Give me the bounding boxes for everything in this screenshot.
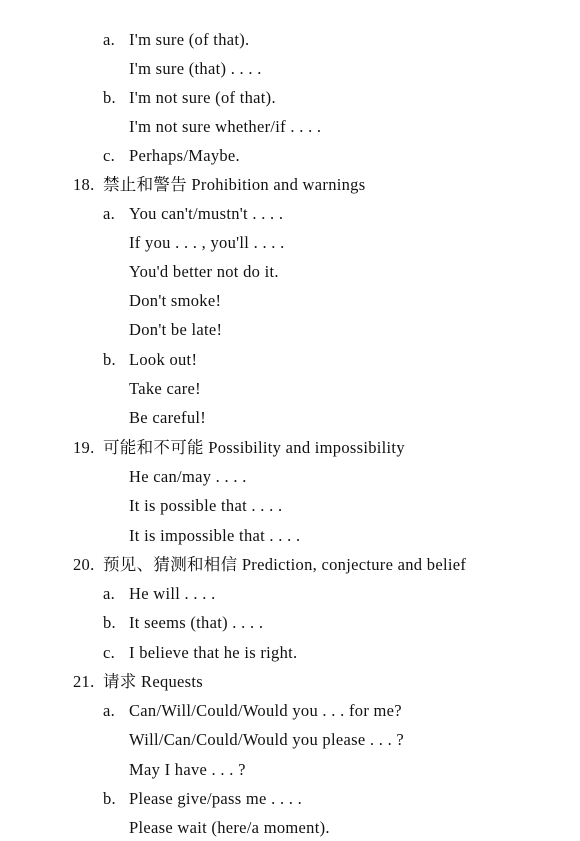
list-item	[103, 613, 263, 633]
item-text: Perhaps/Maybe.	[129, 146, 240, 165]
list-item-line: Will/Can/Could/Would you please . . . ?	[129, 730, 405, 749]
section-heading	[73, 175, 365, 195]
item-marker: a.	[103, 701, 116, 720]
item-marker: a.	[103, 584, 116, 603]
list-item-line: Don't be late!	[129, 320, 223, 339]
list-item-line: Don't smoke!	[129, 291, 222, 310]
section-number: 18.	[73, 175, 95, 194]
item-text: Please give/pass me . . . .	[129, 789, 303, 808]
list-item	[103, 146, 240, 166]
list-item	[103, 643, 297, 663]
item-marker: c.	[103, 146, 116, 165]
list-item-line: Take care!	[129, 379, 201, 398]
section-heading	[73, 555, 466, 575]
item-text: Look out!	[129, 350, 198, 369]
item-text: I'm sure (of that).	[129, 30, 250, 49]
section-title: 可能和不可能 Possibility and impossibility	[103, 438, 405, 457]
list-item	[103, 204, 283, 224]
item-marker: b.	[103, 88, 116, 107]
item-text: It seems (that) . . . .	[129, 613, 264, 632]
section-number: 20.	[73, 555, 95, 574]
list-item-line: I'm sure (that) . . . .	[129, 59, 262, 78]
item-text: He will . . . .	[129, 584, 216, 603]
list-item-line: It is impossible that . . . .	[129, 526, 301, 545]
list-item	[103, 350, 197, 370]
item-marker: b.	[103, 350, 116, 369]
item-marker: a.	[103, 204, 116, 223]
section-title: 请求 Requests	[103, 672, 204, 691]
list-item-line: I'm not sure whether/if . . . .	[129, 117, 322, 136]
item-text: I believe that he is right.	[129, 643, 298, 662]
item-text: I'm not sure (of that).	[129, 88, 276, 107]
list-item-line: Please wait (here/a moment).	[129, 818, 330, 837]
item-text: You can't/mustn't . . . .	[129, 204, 284, 223]
section-heading	[73, 672, 203, 692]
list-item-line: May I have . . . ?	[129, 760, 246, 779]
section-number: 21.	[73, 672, 95, 691]
list-item-line: Be careful!	[129, 408, 207, 427]
list-item-line: You'd better not do it.	[129, 262, 279, 281]
item-marker: a.	[103, 30, 116, 49]
list-item	[103, 789, 302, 809]
section-title: 预见、猜测和相信 Prediction, conjecture and belief	[103, 555, 467, 574]
list-item	[103, 88, 276, 108]
item-marker: c.	[103, 643, 116, 662]
list-item	[103, 30, 249, 50]
item-marker: b.	[103, 613, 116, 632]
list-item	[103, 701, 402, 721]
list-item	[103, 584, 216, 604]
item-text: Can/Will/Could/Would you . . . for me?	[129, 701, 402, 720]
section-number: 19.	[73, 438, 95, 457]
section-title: 禁止和警告 Prohibition and warnings	[103, 175, 366, 194]
section-heading	[73, 438, 405, 458]
list-item-line: He can/may . . . .	[129, 467, 247, 486]
item-marker: b.	[103, 789, 116, 808]
list-item-line: It is possible that . . . .	[129, 496, 283, 515]
list-item-line: If you . . . , you'll . . . .	[129, 233, 285, 252]
